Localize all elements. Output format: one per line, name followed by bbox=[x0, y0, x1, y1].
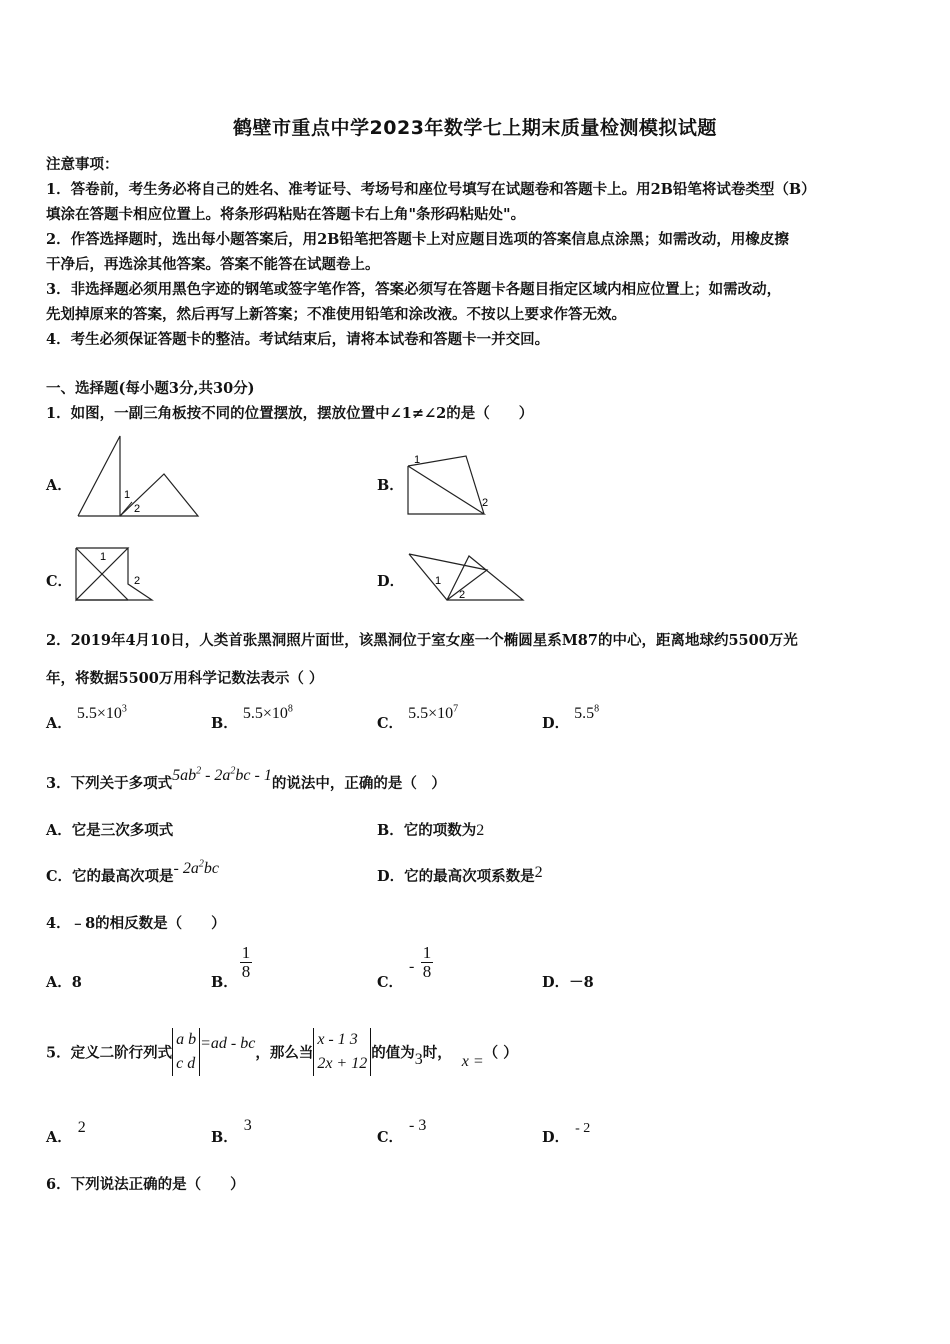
q1-figure-b bbox=[404, 450, 496, 520]
q1-label-a: A． bbox=[46, 477, 72, 494]
q5-b-value: 3 bbox=[243, 1117, 252, 1134]
q5-mid2: 的值为 bbox=[371, 1044, 415, 1062]
q5-value: 3 bbox=[414, 1051, 423, 1068]
q4-b-num: 1 bbox=[241, 943, 251, 962]
q2-label-a: A． bbox=[46, 715, 72, 732]
q5-det2-row2: 2x + 12 bbox=[317, 1055, 368, 1072]
q4-d-value: －8 bbox=[569, 974, 594, 991]
q1a-angle2: 2 bbox=[134, 503, 141, 515]
q1-stem: 1．如图，一副三角板按不同的位置摆放，摆放位置中∠1≠∠2的是（ ） bbox=[46, 405, 534, 422]
q5-d-value: - 2 bbox=[575, 1121, 591, 1136]
q1-figure-d bbox=[405, 548, 529, 606]
q3-option-d-text: D．它的最高次项系数是 bbox=[377, 868, 535, 885]
q2-label-d: D． bbox=[542, 715, 570, 732]
q4-c-num: 1 bbox=[422, 943, 432, 962]
q2-exp-c: 7 bbox=[453, 703, 459, 715]
q1c-angle1: 1 bbox=[100, 551, 107, 563]
q4-b-den: 8 bbox=[241, 962, 251, 981]
note-3b: 先划掉原来的答案，然后再写上新答案；不准使用铅笔和涂改液。不按以上要求作答无效。 bbox=[46, 306, 626, 323]
q2-option-b bbox=[211, 703, 293, 733]
q5-label-c: C． bbox=[377, 1129, 404, 1146]
q4-label-a: A． bbox=[46, 974, 72, 991]
q1d-angle2: 2 bbox=[459, 589, 466, 601]
q4-label-c: C． bbox=[377, 974, 404, 991]
q5-det-row2: c d bbox=[176, 1055, 196, 1072]
q3-suffix: 的说法中，正确的是（ ） bbox=[271, 775, 446, 792]
q2-stem-1: 2．2019年4月10日，人类首张黑洞照片面世，该黑洞位于室女座一个椭圆星系M87的中心，距离地球约5500万光 bbox=[46, 632, 798, 649]
q3-poly-c: bc - 1 bbox=[235, 767, 272, 784]
q5-option-d bbox=[542, 1121, 591, 1147]
q3-option-c-a: - 2a bbox=[173, 860, 199, 877]
q2-exp-b: 8 bbox=[287, 703, 293, 715]
q5-determinant-def bbox=[172, 1028, 200, 1076]
q2-exp-a: 3 bbox=[121, 703, 127, 715]
q1-figure-a bbox=[74, 432, 202, 522]
q5-label-b: B． bbox=[211, 1129, 238, 1146]
q4-c-sign: - bbox=[409, 958, 415, 975]
q4-c-fraction bbox=[421, 944, 433, 981]
q4-c-den: 8 bbox=[422, 962, 432, 981]
q4-option-a bbox=[46, 971, 82, 992]
q5-det2-row1: x - 1 3 bbox=[317, 1031, 358, 1048]
q5-option-c bbox=[377, 1117, 427, 1147]
q3-stem bbox=[46, 765, 446, 793]
q3-option-c-text: C．它的最高次项是 bbox=[46, 868, 174, 885]
q3-option-a: A．它是三次多项式 bbox=[46, 822, 174, 839]
note-4: 4．考生必须保证答题卡的整洁。考试结束后，请将本试卷和答题卡一并交回。 bbox=[46, 331, 550, 348]
q2-base-b: 5.5×10 bbox=[242, 705, 288, 722]
q1a-angle1: 1 bbox=[124, 489, 131, 501]
q3-option-b-text: B．它的项数为 bbox=[377, 822, 477, 839]
q1c-angle2: 2 bbox=[134, 575, 141, 587]
q5-c-value: - 3 bbox=[409, 1117, 427, 1134]
q3-option-d-value: 2 bbox=[534, 864, 543, 881]
q1b-angle2: 2 bbox=[482, 497, 489, 509]
q1-label-d: D． bbox=[377, 573, 405, 590]
q6-stem: 6．下列说法正确的是（ ） bbox=[46, 1176, 245, 1193]
q1-figure-c bbox=[72, 544, 158, 606]
q2-base-c: 5.5×10 bbox=[408, 705, 454, 722]
q4-a-value: 8 bbox=[71, 974, 82, 991]
q5-label-a: A． bbox=[46, 1129, 72, 1146]
q2-exp-d: 8 bbox=[594, 703, 600, 715]
page-title: 鹤壁市重点中学2023年数学七上期末质量检测模拟试题 bbox=[233, 117, 717, 139]
q3-option-b bbox=[377, 819, 484, 840]
q5-determinant-value bbox=[313, 1028, 371, 1076]
q3-poly-a-exp: 2 bbox=[196, 765, 202, 777]
q2-base-a: 5.5×10 bbox=[76, 705, 122, 722]
q4-label-b: B． bbox=[211, 974, 238, 991]
q1-label-b: B． bbox=[377, 477, 404, 494]
q5-det-row1: a b bbox=[176, 1031, 197, 1048]
q4-option-d bbox=[542, 971, 594, 992]
note-1a: 1．答卷前，考生务必将自己的姓名、准考证号、考场号和座位号填写在试题卷和答题卡上。用2B铅笔将试卷类型（B） bbox=[46, 181, 816, 198]
q5-label-d: D． bbox=[542, 1129, 570, 1146]
q5-mid3: 时， bbox=[422, 1044, 452, 1062]
q3-option-c bbox=[46, 858, 219, 886]
q5-a-value: 2 bbox=[77, 1119, 86, 1136]
q3-option-b-value: 2 bbox=[476, 822, 485, 839]
q5-mid: ，那么当 bbox=[255, 1044, 314, 1062]
q4-stem: 4．﹣8的相反数是（ ） bbox=[46, 915, 226, 932]
q3-prefix: 3．下列关于多项式 bbox=[46, 775, 173, 792]
section-heading: 一、选择题(每小题3分,共30分) bbox=[46, 380, 255, 397]
note-2a: 2．作答选择题时，选出每小题答案后，用2B铅笔把答题卡上对应题目选项的答案信息点涂黑；如需改动，用橡皮擦 bbox=[46, 231, 789, 248]
q3-option-c-b: bc bbox=[203, 860, 219, 877]
q1b-angle1: 1 bbox=[414, 454, 421, 466]
q4-label-d: D． bbox=[542, 974, 570, 991]
q5-prefix: 5．定义二阶行列式 bbox=[46, 1044, 173, 1062]
q5-suffix: （ ） bbox=[483, 1044, 518, 1062]
note-1b: 填涂在答题卡相应位置上。将条形码粘贴在答题卡右上角"条形码粘贴处"。 bbox=[46, 206, 526, 223]
q4-b-fraction bbox=[240, 944, 252, 981]
q1d-angle1: 1 bbox=[435, 575, 442, 587]
q5-option-b bbox=[211, 1117, 252, 1147]
q5-x-eq: x = bbox=[461, 1053, 484, 1070]
q5-stem bbox=[46, 1028, 518, 1076]
q2-stem-2: 年，将数据5500万用科学记数法表示（ ） bbox=[46, 670, 324, 687]
notes-heading: 注意事项： bbox=[46, 156, 119, 173]
q2-label-b: B． bbox=[211, 715, 238, 732]
q5-det-eq: =ad - bc bbox=[200, 1035, 256, 1052]
q2-option-d bbox=[542, 703, 600, 733]
q2-option-a bbox=[46, 703, 127, 733]
q2-label-c: C． bbox=[377, 715, 404, 732]
q2-base-d: 5.5 bbox=[574, 705, 595, 722]
note-2b: 干净后，再选涂其他答案。答案不能答在试题卷上。 bbox=[46, 256, 380, 273]
q3-poly-a: 5ab bbox=[172, 767, 197, 784]
q5-option-a bbox=[46, 1119, 86, 1147]
q3-option-c-exp: 2 bbox=[198, 858, 204, 870]
q1-label-c: C． bbox=[46, 573, 73, 590]
note-3a: 3．非选择题必须用黑色字迹的钢笔或签字笔作答，答案必须写在答题卡各题目指定区域内相应位置上；如需改动， bbox=[46, 281, 782, 298]
q3-poly-b: - 2a bbox=[201, 767, 231, 784]
q3-option-d bbox=[377, 865, 543, 886]
q2-option-c bbox=[377, 703, 459, 733]
q3-poly-b-exp: 2 bbox=[230, 765, 236, 777]
